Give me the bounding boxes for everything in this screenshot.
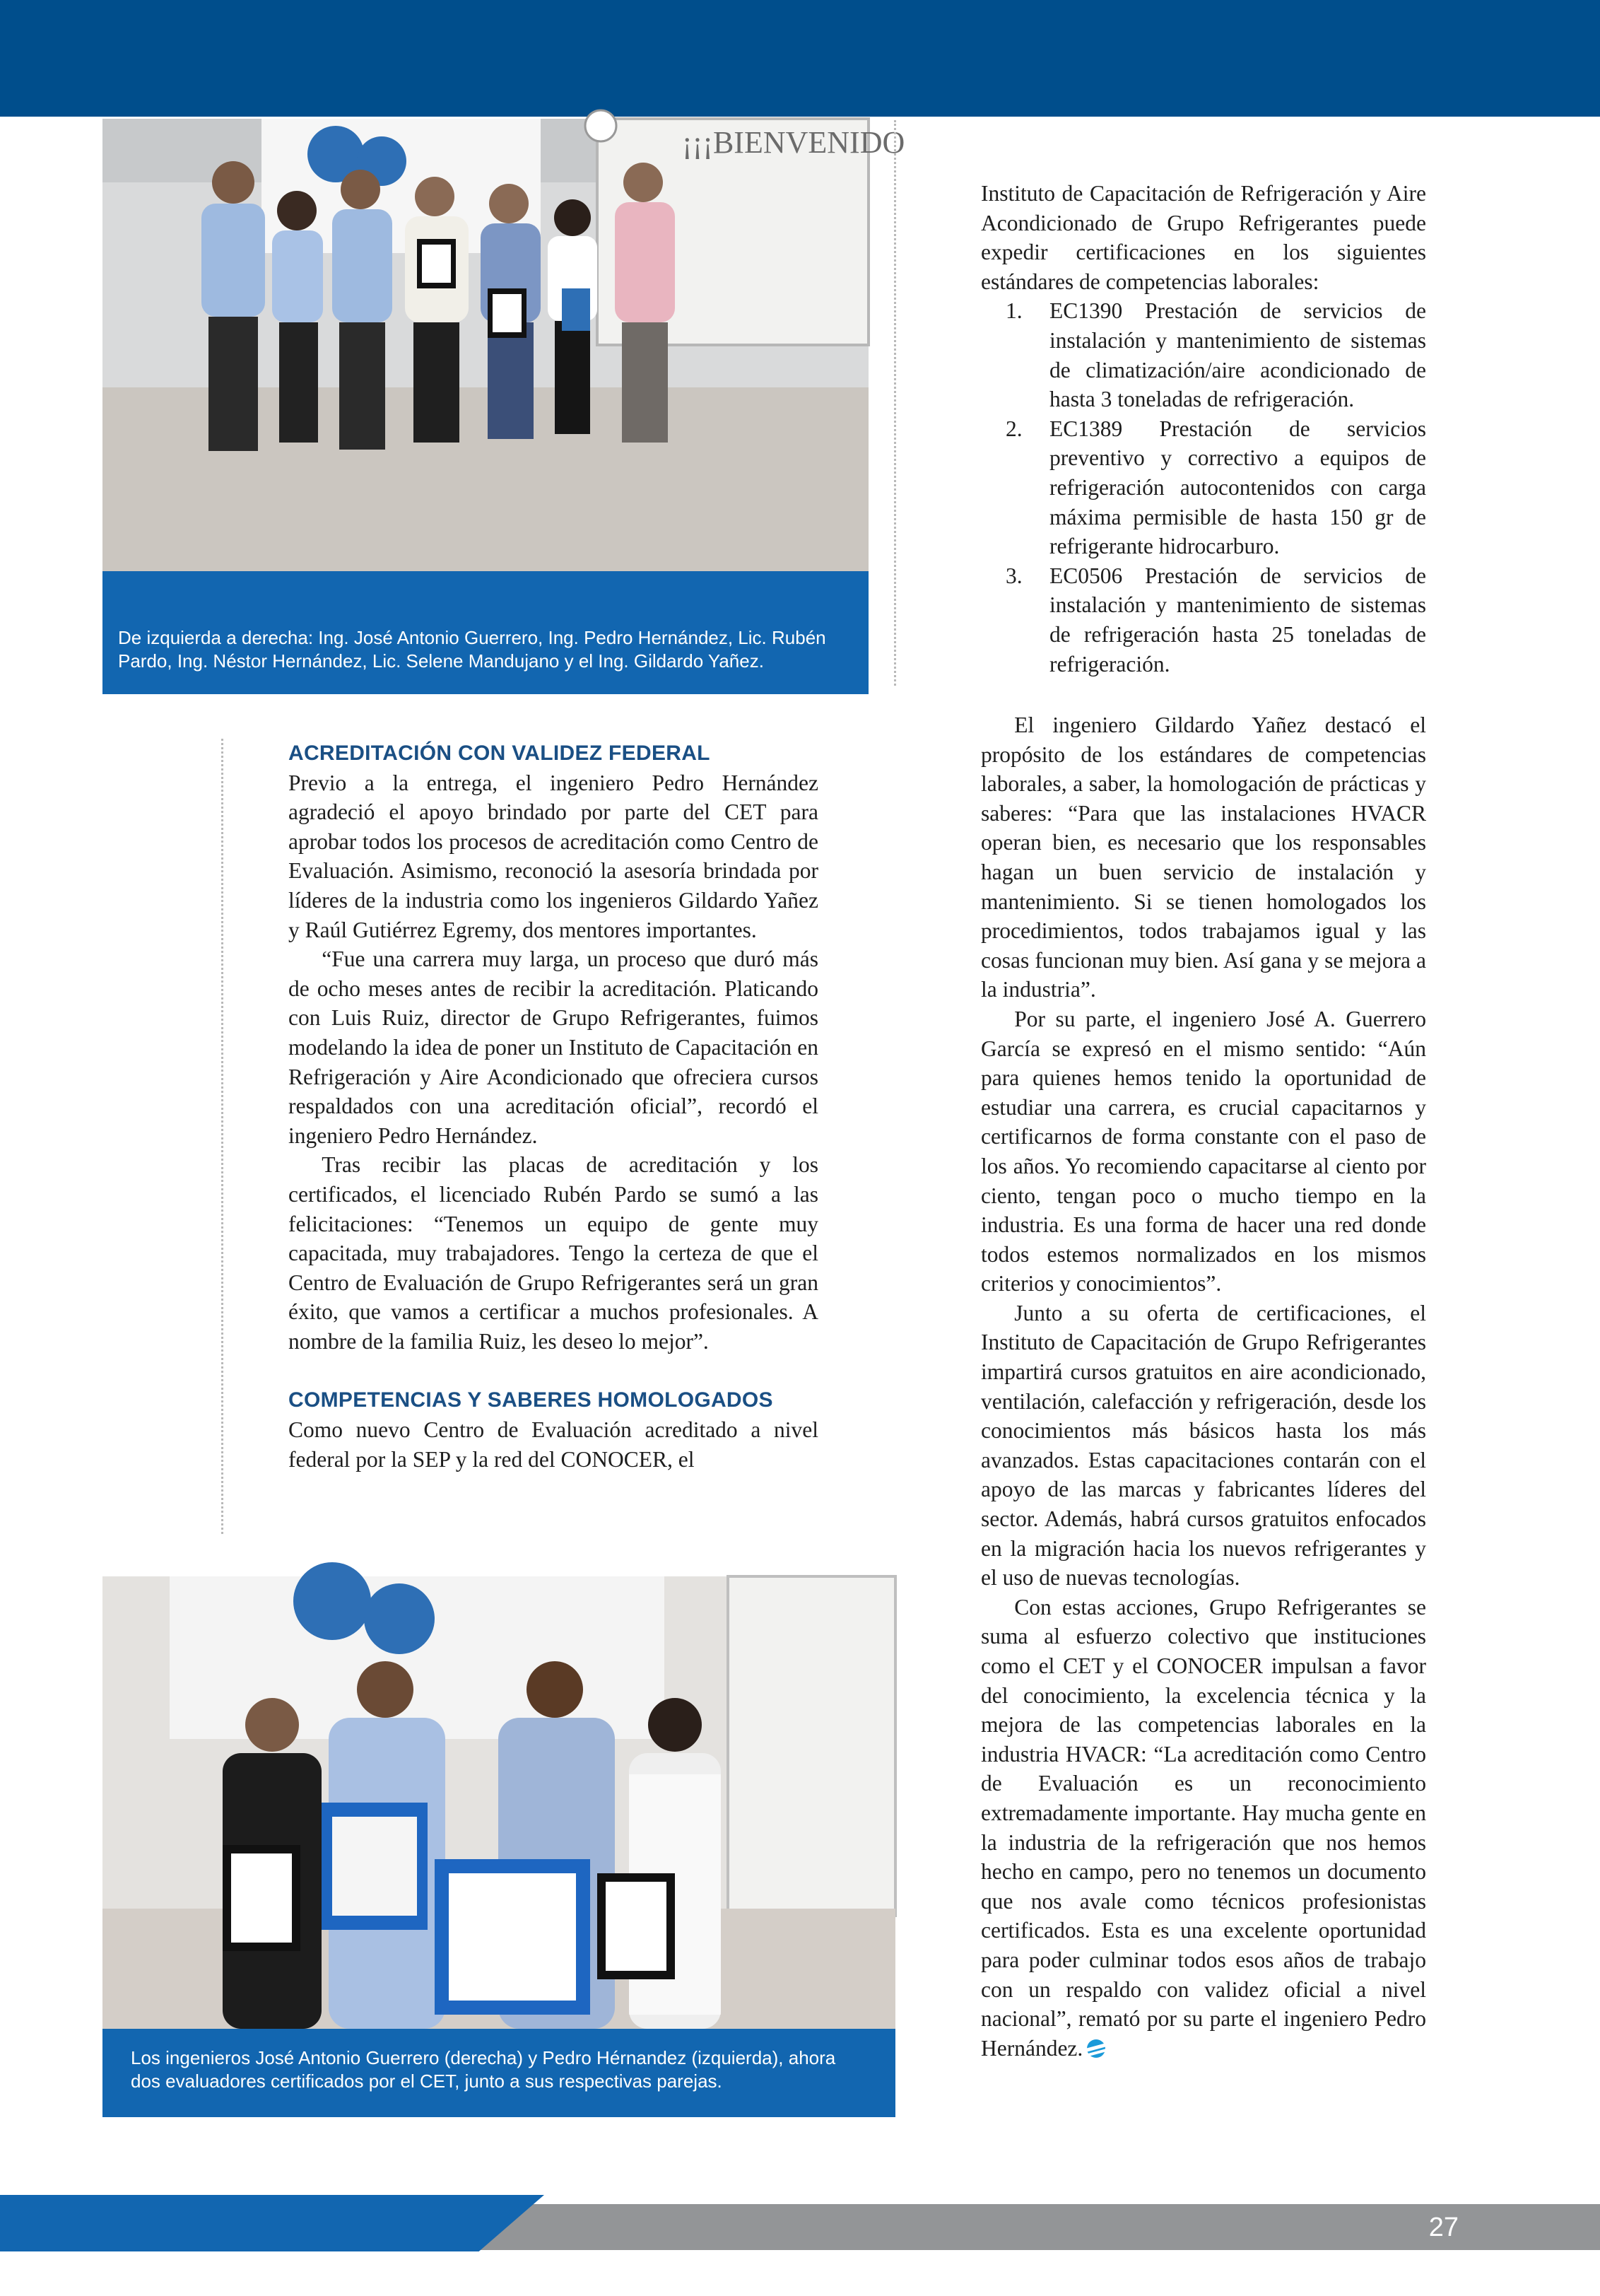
paragraph: Como nuevo Centro de Evaluación acreditado a nivel federal por la SEP y la red del CONOCER, el [288, 1417, 818, 1472]
end-of-article-icon [1087, 2039, 1105, 2058]
paragraph: Por su parte, el ingeniero José A. Guerrero García se expresó en el mismo sentido: “Aún para quienes hemos tenido la oportunidad de estudiar una carrera, es crucial capacitarnos y certificarnos de forma constante con el paso de los años. Yo recomiendo capacitarse al ciento por ciento, tengan poco o mucho tiempo en la industria. Es una forma de hacer una red donde todos estemos normalizados en los mismos criterios y conocimientos”. [981, 1006, 1426, 1296]
paragraph: “Fue una carrera muy larga, un proceso que duró más de ocho meses antes de recibir la acreditación. Platicando con Luis Ruiz, director de Grupo Refrigerantes, fuimos modelando la idea de poner un Instituto de Capacitación en Refrigeración y Aire Acondicionado que ofreciera cursos respaldados con una acreditación oficial”, recordó el ingeniero Pedro Hernández. [288, 947, 818, 1148]
list-item: 1. EC1390 Prestación de servicios de instalación y mantenimiento de sistemas de climatización/aire acondicionado de hasta 3 toneladas de refrigeración. [1006, 298, 1426, 412]
photo1-caption: De izquierda a derecha: Ing. José Antonio Guerrero, Ing. Pedro Hernández, Lic. Rubén Pardo, Ing. Néstor Hernández, Lic. Selene Mandujano y el Ing. Gildardo Yañez. [102, 571, 869, 694]
welcome-board-text: ¡¡¡BIENVENIDO [682, 125, 905, 160]
right-column-top [981, 179, 1426, 679]
paragraph: Tras recibir las placas de acreditación y los certificados, el licenciado Rubén Pardo se sumó a las felicitaciones: “Tenemos un equipo de gente muy capacitada, muy trabajadores. Tengo la certeza de que el Centro de Evaluación de Grupo Refrigerantes será un gran éxito, que vamos a certificar a muchos profesionales. A nombre de la familia Ruiz, les deseo lo mejor”. [288, 1152, 818, 1354]
left-column [288, 739, 818, 1474]
section-heading: ACREDITACIÓN CON VALIDEZ FEDERAL [288, 742, 710, 765]
top-header-bar [0, 0, 1600, 117]
standards-list [981, 296, 1426, 679]
couples-photo [102, 1576, 895, 2029]
section-heading: COMPETENCIAS Y SABERES HOMOLOGADOS [288, 1388, 773, 1412]
list-item: 3. EC0506 Prestación de servicios de instalación y mantenimiento de sistemas de refrigeración hasta 25 toneladas de refrigeración. [1006, 563, 1426, 676]
paragraph: Previo a la entrega, el ingeniero Pedro Hernández agradeció el apoyo brindado por parte del CET para aprobar todos los procesos de acreditación como Centro de Evaluación. Asimismo, reconoció la asesoría brindada por líderes de la industria como los ingenieros Gildardo Yañez y Raúl Gutiérrez Egremy, dos mentores importantes. [288, 770, 818, 942]
right-column-body [981, 710, 1426, 2063]
column-divider [894, 120, 896, 686]
list-item: 2. EC1389 Prestación de servicios preventivo y correctivo a equipos de refrigeración autocontenidos con carga máxima permisible de hasta 150 gr de refrigerante hidrocarburo. [1006, 416, 1426, 559]
paragraph: Con estas acciones, Grupo Refrigerantes se suma al esfuerzo colectivo que instituciones como el CET y el CONOCER impulsan a favor del conocimiento, la excelencia técnica y la mejora de las competencias laborales en la industria HVACR: “La acreditación como Centro de Evaluación es un reconocimiento extremadamente importante. Hay mucha gente en la industria de la refrigeración que nos hemos hecho en campo, pero no tenemos un documento que nos avale como técnicos profesionistas certificados. Esta es una excelente oportunidad para poder culminar todos esos años de trabajo con un respaldo con validez oficial a nivel nacional”, remató por su parte el ingeniero Pedro Hernández. [981, 1594, 1426, 2061]
footer-accent [0, 2195, 544, 2251]
column-divider [221, 739, 223, 1534]
photo2-caption: Los ingenieros José Antonio Guerrero (derecha) y Pedro Hérnandez (izquierda), ahora dos evaluadores certificados por el CET, junto a sus respectivas parejas. [102, 2029, 895, 2117]
group-photo-ceremony [102, 119, 905, 571]
standards-intro: Instituto de Capacitación de Refrigeración y Aire Acondicionado de Grupo Refrigerantes puede expedir certificaciones en los siguientes estándares de competencias laborales: [981, 181, 1426, 294]
paragraph: Junto a su oferta de certificaciones, el Instituto de Capacitación de Grupo Refrigerantes impartirá cursos gratuitos en aire acondicionado, ventilación, calefacción y refrigeración, desde los conocimientos más básicos hasta los más avanzados. Estas capacitaciones contarán con el apoyo de las marcas y fabricantes líderes del sector. Además, habrá cursos gratuitos enfocados en la migración hacia los nuevos refrigerantes y el uso de nuevas tecnologías. [981, 1300, 1426, 1591]
paragraph: El ingeniero Gildardo Yañez destacó el propósito de los estándares de competencias laborales, a saber, la homologación de prácticas y saberes: “Para que las instalaciones HVACR operan bien, es necesario que los responsables hagan un buen servicio de instalación y mantenimiento. Si se tienen homologados los procedimientos, todos trabajamos igual y las cosas funcionan muy bien. Así gana y se mejora a la industria”. [981, 713, 1426, 1002]
page-number: 27 [1428, 2213, 1459, 2242]
